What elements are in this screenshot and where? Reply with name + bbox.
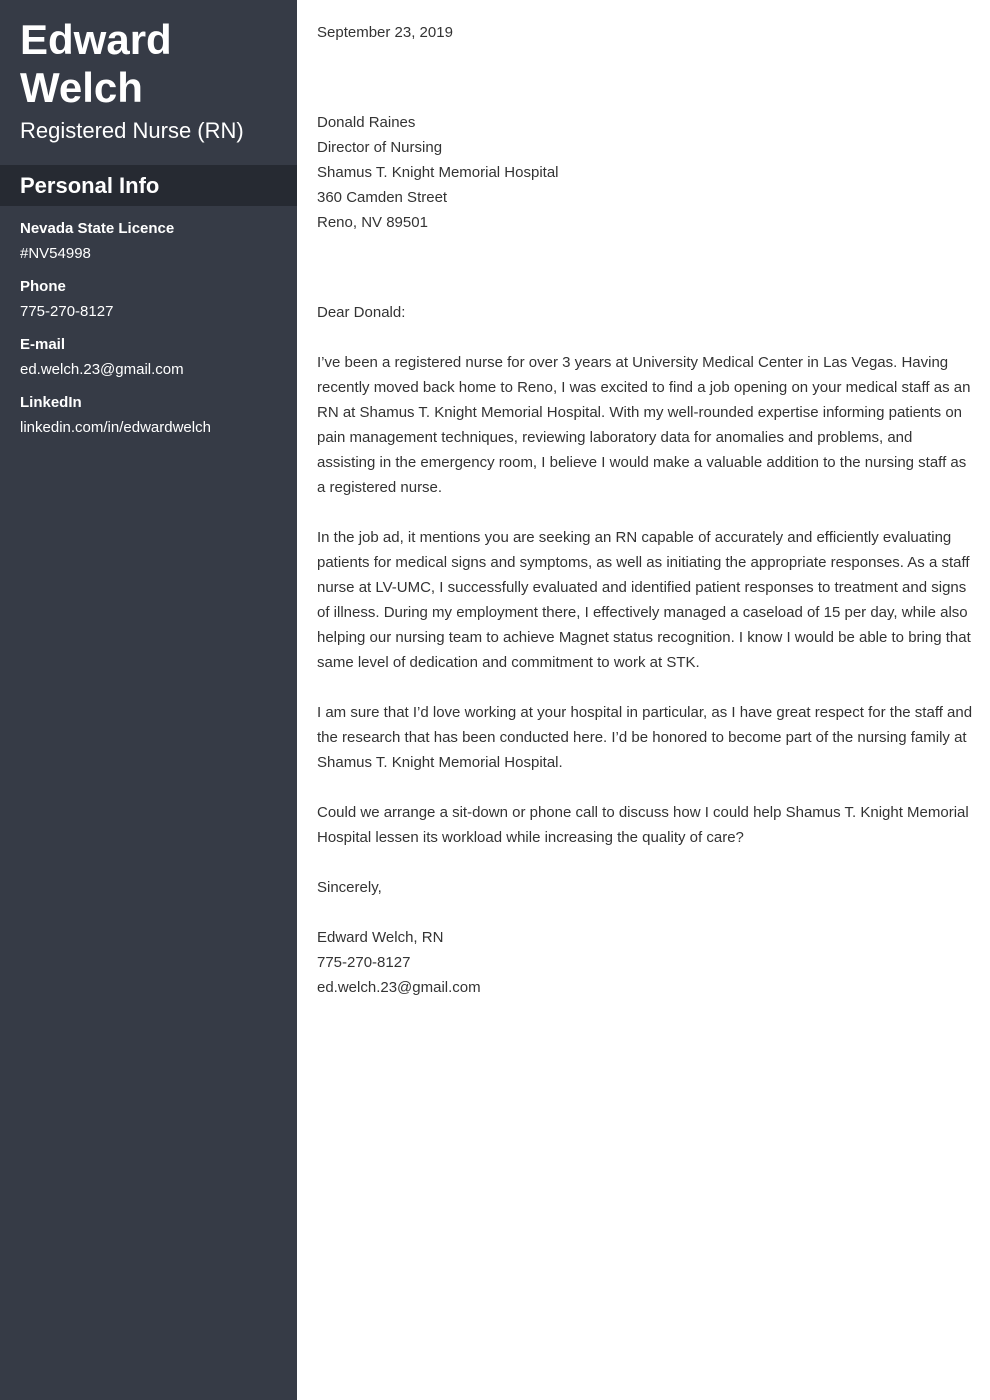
info-value: ed.welch.23@gmail.com (20, 361, 184, 378)
recipient-line: Shamus T. Knight Memorial Hospital (317, 164, 559, 181)
salutation: Dear Donald: (317, 304, 406, 321)
spacer (317, 235, 973, 300)
recipient-line: 360 Camden Street (317, 189, 448, 206)
info-item-phone (20, 274, 290, 332)
personal-info-title: Personal Info (20, 173, 160, 198)
info-label: Nevada State Licence (20, 220, 175, 237)
info-label: LinkedIn (20, 394, 82, 411)
applicant-name: Edward Welch (20, 16, 172, 111)
info-label: E-mail (20, 336, 66, 353)
sidebar (0, 0, 297, 1400)
signature-block (317, 925, 973, 1000)
body-paragraph: I’ve been a registered nurse for over 3 years at University Medical Center in Las Vegas. Having recently moved back home to Reno, I was excited to find a job opening on your medical staff as an RN at Shamus T. Knight Memorial Hospital. With my well-rounded expertise informing patients on pain management techniques, reviewing laboratory data for anomalies and problems, and assisting in the emergency room, I believe I would make a valuable addition to the nursing staff as a registered nurse. (317, 354, 971, 496)
body-paragraph: Could we arrange a sit-down or phone call to discuss how I could help Shamus T. Knight Memorial Hospital lessen its workload while increasing the quality of care? (317, 804, 969, 846)
personal-info-header (0, 165, 297, 206)
info-value: 775-270-8127 (20, 303, 114, 320)
info-item-linkedin (20, 390, 290, 448)
recipient-block (317, 110, 973, 235)
personal-info-list (20, 216, 290, 448)
recipient-line: Donald Raines (317, 114, 416, 131)
spacer (317, 45, 973, 110)
signature-line: ed.welch.23@gmail.com (317, 979, 481, 996)
info-item-email (20, 332, 290, 390)
signature-line: Edward Welch, RN (317, 929, 444, 946)
info-label: Phone (20, 278, 66, 295)
info-value: #NV54998 (20, 245, 91, 262)
signature-line: 775-270-8127 (317, 954, 411, 971)
letter-body (317, 20, 973, 1000)
closing: Sincerely, (317, 879, 382, 896)
body-paragraph: In the job ad, it mentions you are seeking an RN capable of accurately and efficiently evaluating patients for medical signs and symptoms, as well as initiating the appropriate responses. As a staff nurse at LV-UMC, I successfully evaluated and identified patient responses to treatment and signs of illness. During my employment there, I effectively managed a caseload of 15 per day, while also helping our nursing team to achieve Magnet status recognition. I know I would be able to bring that same level of dedication and commitment to work at STK. (317, 529, 971, 671)
letter-date: September 23, 2019 (317, 24, 453, 41)
body-paragraph: I am sure that I’d love working at your hospital in particular, as I have great respect for the staff and the research that has been conducted here. I’d be honored to become part of the nursing family at Shamus T. Knight Memorial Hospital. (317, 704, 973, 771)
info-value: linkedin.com/in/edwardwelch (20, 419, 211, 436)
job-title: Registered Nurse (RN) (20, 118, 244, 143)
info-item-licence (20, 216, 290, 274)
recipient-line: Director of Nursing (317, 139, 443, 156)
recipient-line: Reno, NV 89501 (317, 214, 428, 231)
